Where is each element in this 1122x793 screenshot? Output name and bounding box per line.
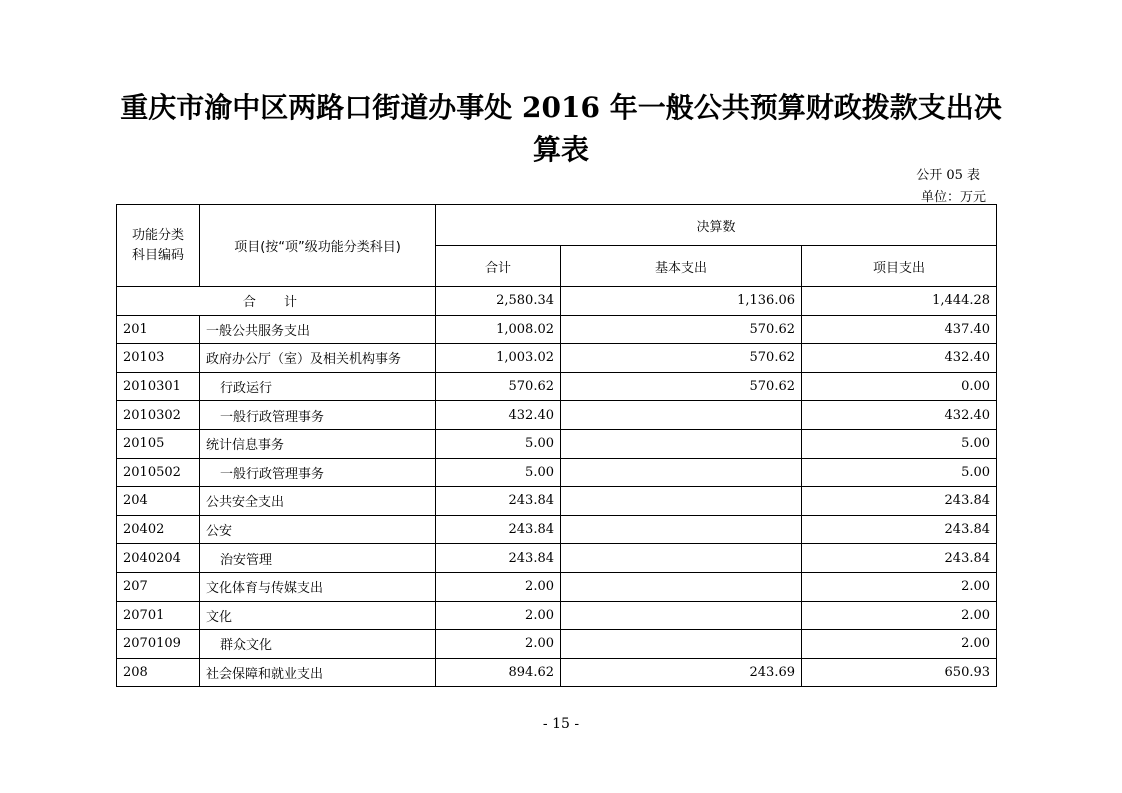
row-total: 243.84 [436,515,561,544]
table-row [117,487,997,516]
row-code: 2010301 [117,372,200,401]
row-project: 243.84 [802,487,997,516]
row-total: 243.84 [436,544,561,573]
row-basic [561,458,802,487]
page-number: - 15 - [542,716,580,732]
header-code: 功能分类科目编码 [117,205,200,287]
row-project: 432.40 [802,344,997,373]
header-final-accounts: 决算数 [436,205,997,246]
row-basic [561,601,802,630]
row-total: 243.84 [436,487,561,516]
table-row [117,658,997,687]
row-basic [561,572,802,601]
row-item: 一般行政管理事务 [200,401,436,430]
row-basic: 570.62 [561,372,802,401]
form-number: 公开 05 表 [916,168,980,183]
row-code: 2070109 [117,630,200,659]
row-item: 统计信息事务 [200,429,436,458]
row-item: 社会保障和就业支出 [200,658,436,687]
row-item: 一般公共服务支出 [200,315,436,344]
row-basic [561,401,802,430]
total-basic: 1,136.06 [561,287,802,316]
row-project: 432.40 [802,401,997,430]
total-project: 1,444.28 [802,287,997,316]
row-total: 570.62 [436,372,561,401]
row-item: 群众文化 [200,630,436,659]
row-project: 437.40 [802,315,997,344]
row-project: 5.00 [802,458,997,487]
row-code: 20701 [117,601,200,630]
total-row [117,287,997,316]
row-item: 公安 [200,515,436,544]
row-item: 文化 [200,601,436,630]
row-basic: 570.62 [561,315,802,344]
row-code: 201 [117,315,200,344]
row-code: 2010502 [117,458,200,487]
row-project: 243.84 [802,515,997,544]
table-row [117,630,997,659]
row-item: 行政运行 [200,372,436,401]
document-title-line-2: 算表 [532,133,589,166]
row-item: 公共安全支出 [200,487,436,516]
row-project: 0.00 [802,372,997,401]
row-total: 1,008.02 [436,315,561,344]
expenditure-table [116,204,997,687]
row-item: 文化体育与传媒支出 [200,572,436,601]
row-project: 650.93 [802,658,997,687]
row-code: 208 [117,658,200,687]
row-code: 20105 [117,429,200,458]
row-total: 5.00 [436,458,561,487]
row-code: 2010302 [117,401,200,430]
row-code: 20103 [117,344,200,373]
row-project: 2.00 [802,572,997,601]
header-project-expenditure: 项目支出 [802,246,997,287]
unit-label: 单位：万元 [920,190,986,205]
row-item: 一般行政管理事务 [200,458,436,487]
table-row [117,372,997,401]
header-basic-expenditure: 基本支出 [561,246,802,287]
row-basic: 570.62 [561,344,802,373]
total-label: 合 计 [117,287,436,316]
row-total: 894.62 [436,658,561,687]
row-basic [561,429,802,458]
row-item: 政府办公厅（室）及相关机构事务 [200,344,436,373]
row-basic [561,544,802,573]
table-row [117,429,997,458]
row-code: 204 [117,487,200,516]
row-project: 2.00 [802,630,997,659]
table-row [117,344,997,373]
table-row [117,401,997,430]
header-item: 项目(按“项”级功能分类科目) [200,205,436,287]
row-total: 2.00 [436,572,561,601]
table-row [117,572,997,601]
row-basic [561,515,802,544]
table-row [117,544,997,573]
table-row [117,601,997,630]
header-total: 合计 [436,246,561,287]
row-basic [561,487,802,516]
row-total: 432.40 [436,401,561,430]
row-total: 5.00 [436,429,561,458]
row-total: 1,003.02 [436,344,561,373]
row-basic [561,630,802,659]
total-sum: 2,580.34 [436,287,561,316]
row-project: 5.00 [802,429,997,458]
row-code: 20402 [117,515,200,544]
row-code: 207 [117,572,200,601]
row-project: 2.00 [802,601,997,630]
table-row [117,515,997,544]
table-row [117,458,997,487]
row-total: 2.00 [436,630,561,659]
row-project: 243.84 [802,544,997,573]
row-basic: 243.69 [561,658,802,687]
row-code: 2040204 [117,544,200,573]
table-row [117,315,997,344]
row-total: 2.00 [436,601,561,630]
row-item: 治安管理 [200,544,436,573]
document-title-line-1: 重庆市渝中区两路口街道办事处 2016 年一般公共预算财政拨款支出决 [120,91,1002,124]
